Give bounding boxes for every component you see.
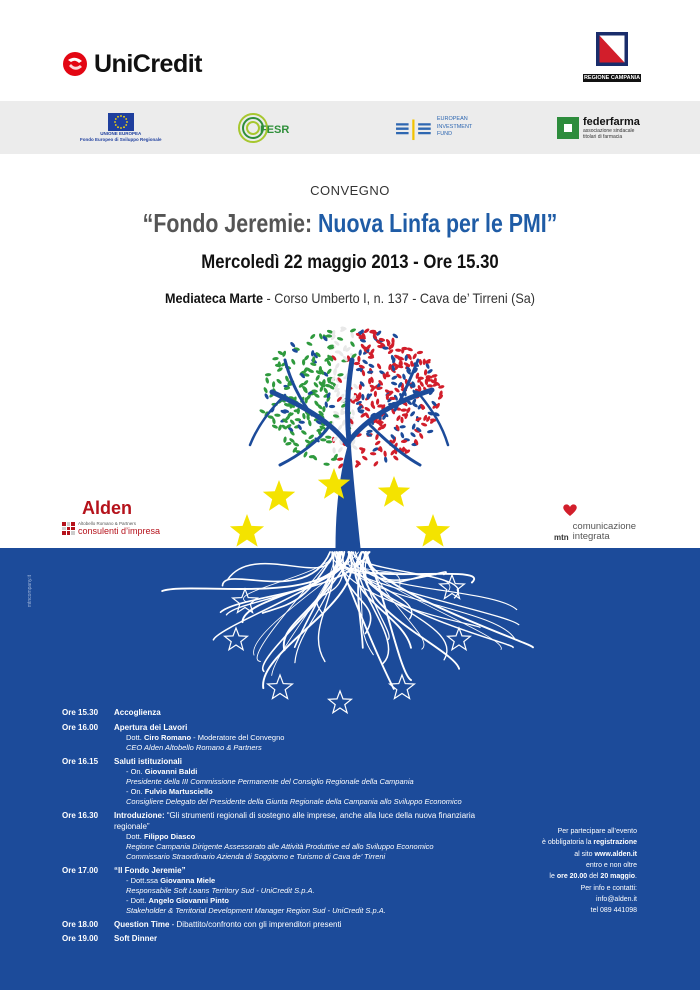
- program-speaker-role: Stakeholder & Territorial Development Manager Region Sud - UniCredit S.p.A.: [126, 905, 386, 915]
- program-body: [114, 920, 342, 931]
- federfarma-sub-1: associazione sindacale: [583, 127, 635, 134]
- program-title: Accoglienza: [114, 708, 161, 717]
- program-speaker: - On. Giovanni Baldi: [126, 767, 198, 777]
- unicredit-ball-icon: [62, 51, 88, 77]
- eif-text-2: INVESTMENT: [436, 123, 473, 130]
- event-type: CONVEGNO: [310, 183, 390, 198]
- side-credit: mtncompany.it: [27, 575, 33, 608]
- program-row: [62, 934, 502, 945]
- program-title: “Il Fondo Jeremie”: [114, 865, 186, 875]
- eif-text-3: FUND: [436, 131, 453, 138]
- fesr-swirl-icon: [236, 111, 292, 145]
- alden-name: Alden: [82, 498, 133, 518]
- event-title-open: “Fondo Jeremie:: [142, 208, 319, 238]
- unicredit-logo: [62, 48, 202, 80]
- event-title: [63, 208, 637, 239]
- event-venue: [35, 290, 665, 306]
- program-time: Ore 16.30: [62, 810, 99, 820]
- program-row: [62, 708, 502, 719]
- eu-text-2: Fondo Europeo di Sviluppo Regionale: [80, 136, 162, 142]
- mtn-brand: mtn: [554, 532, 569, 542]
- registration-info: [540, 826, 637, 917]
- alden-grid-icon: [62, 522, 75, 535]
- eif-text-1: EUROPEAN: [436, 116, 468, 123]
- federfarma-title: federfarma: [583, 115, 640, 128]
- tree-leaves: [259, 326, 445, 469]
- program-speaker-role: Responsabile Soft Loans Territory Sud - UniCredit S.p.A.: [126, 886, 315, 896]
- alden-subtitle-2: consulenti d’impresa: [78, 526, 161, 536]
- event-title-accent: Nuova Linfa per le PMI”: [318, 208, 558, 238]
- venue-name: Mediateca Marte: [165, 290, 264, 306]
- program-row: [62, 811, 502, 862]
- eif-logo: [394, 101, 472, 154]
- program-title: Question Time - Dibattito/confronto con gli imprenditori presenti: [114, 919, 342, 929]
- info-email[interactable]: info@alden.it: [596, 895, 637, 903]
- program-row: [62, 920, 502, 931]
- program-row: [62, 757, 502, 807]
- eu-flag-icon: [108, 113, 134, 131]
- mtn-line-1: comunicazione: [572, 521, 637, 532]
- program-body: [114, 934, 157, 945]
- regione-campania-logo: [583, 32, 641, 82]
- eif-mark-icon: ≡|≡: [394, 115, 432, 140]
- info-line-1: Per partecipare all’evento: [557, 828, 637, 835]
- heart-icon: [562, 503, 578, 517]
- info-line-6: Per info e contatti:: [580, 884, 637, 892]
- program-speaker-role: Commissario Straordinario Azienda di Soggiorno e Turismo di Cava de’ Tirreni: [126, 851, 386, 861]
- program-speaker-role: Consigliere Delegato del Presidente della Giunta Regionale della Campania allo Sviluppo Economico: [126, 797, 462, 807]
- program-time: Ore 16.15: [62, 756, 99, 766]
- program-title: Introduzione: “Gli strumenti regionali di sostegno alle imprese, anche alla luce della nuova finanziaria regionale”: [114, 810, 476, 831]
- mtn-line-2: integrata: [572, 530, 610, 542]
- program-time: Ore 15.30: [62, 708, 99, 717]
- event-date: Mercoledì 22 maggio 2013 - Ore 15.30: [201, 252, 499, 273]
- program-speaker: Dott. Filippo Diasco: [126, 832, 196, 842]
- info-phone: tel 089 441098: [590, 907, 637, 915]
- program-speaker: - Dott.ssa Giovanna Miele: [126, 876, 216, 886]
- info-line-3: al sito www.alden.it: [574, 850, 637, 858]
- federfarma-cross-icon: [557, 117, 579, 139]
- program-list: [62, 708, 502, 949]
- program-speaker-role: Regione Campania Dirigente Assessorato alle Attività Produttive ed allo Sviluppo Economico: [126, 841, 434, 851]
- regione-label: REGIONE CAMPANIA: [583, 75, 641, 81]
- program-title: Apertura dei Lavori: [114, 722, 188, 732]
- info-line-5: le ore 20.00 del 20 maggio.: [549, 873, 637, 881]
- federfarma-sub-2: titolari di farmacia: [583, 133, 623, 140]
- info-line-2: è obbligatoria la registrazione: [542, 839, 637, 847]
- fesr-text: FESR: [260, 123, 290, 136]
- program-row: [62, 866, 502, 916]
- program-time: Ore 17.00: [62, 865, 99, 875]
- program-title: Saluti istituzionali: [114, 756, 183, 766]
- alden-subtitle-1: Altobello Romano & Partners: [78, 521, 137, 526]
- program-time: Ore 18.00: [62, 919, 99, 929]
- venue-address: - Corso Umberto I, n. 137 - Cava de’ Tirreni (Sa): [263, 290, 535, 306]
- eu-text-1: UNIONE EUROPEA: [100, 130, 142, 136]
- program-speaker: - Dott. Angelo Giovanni Pinto: [126, 896, 229, 906]
- regione-shield-icon: [583, 32, 641, 74]
- mtn-logo: [554, 503, 636, 542]
- alden-logo: [62, 498, 160, 536]
- program-speaker-role: Presidente della III Commissione Permanente del Consiglio Regionale della Campania: [126, 777, 414, 787]
- website-link[interactable]: www.alden.it: [594, 850, 637, 858]
- program-body: [114, 811, 502, 862]
- program-speaker-role: CEO Alden Altobello Romano & Partners: [126, 742, 262, 752]
- federfarma-logo: [557, 101, 640, 154]
- fesr-logo: [236, 101, 292, 154]
- eu-logo: [80, 101, 162, 154]
- program-body: [114, 866, 386, 916]
- program-body: [114, 708, 161, 719]
- partner-logos-bar: [0, 101, 700, 154]
- unicredit-wordmark: UniCredit: [94, 49, 202, 78]
- program-time: Ore 16.00: [62, 722, 99, 732]
- program-row: [62, 723, 502, 753]
- program-time: Ore 19.00: [62, 934, 99, 944]
- program-title: Soft Dinner: [114, 934, 158, 944]
- program-speaker: Dott. Ciro Romano - Moderatore del Convegno: [126, 733, 285, 743]
- program-body: [114, 723, 284, 753]
- program-speaker: - On. Fulvio Martusciello: [126, 787, 213, 797]
- tree-trunk: [250, 360, 448, 548]
- info-line-4: entro e non oltre: [586, 861, 637, 869]
- program-body: [114, 757, 462, 807]
